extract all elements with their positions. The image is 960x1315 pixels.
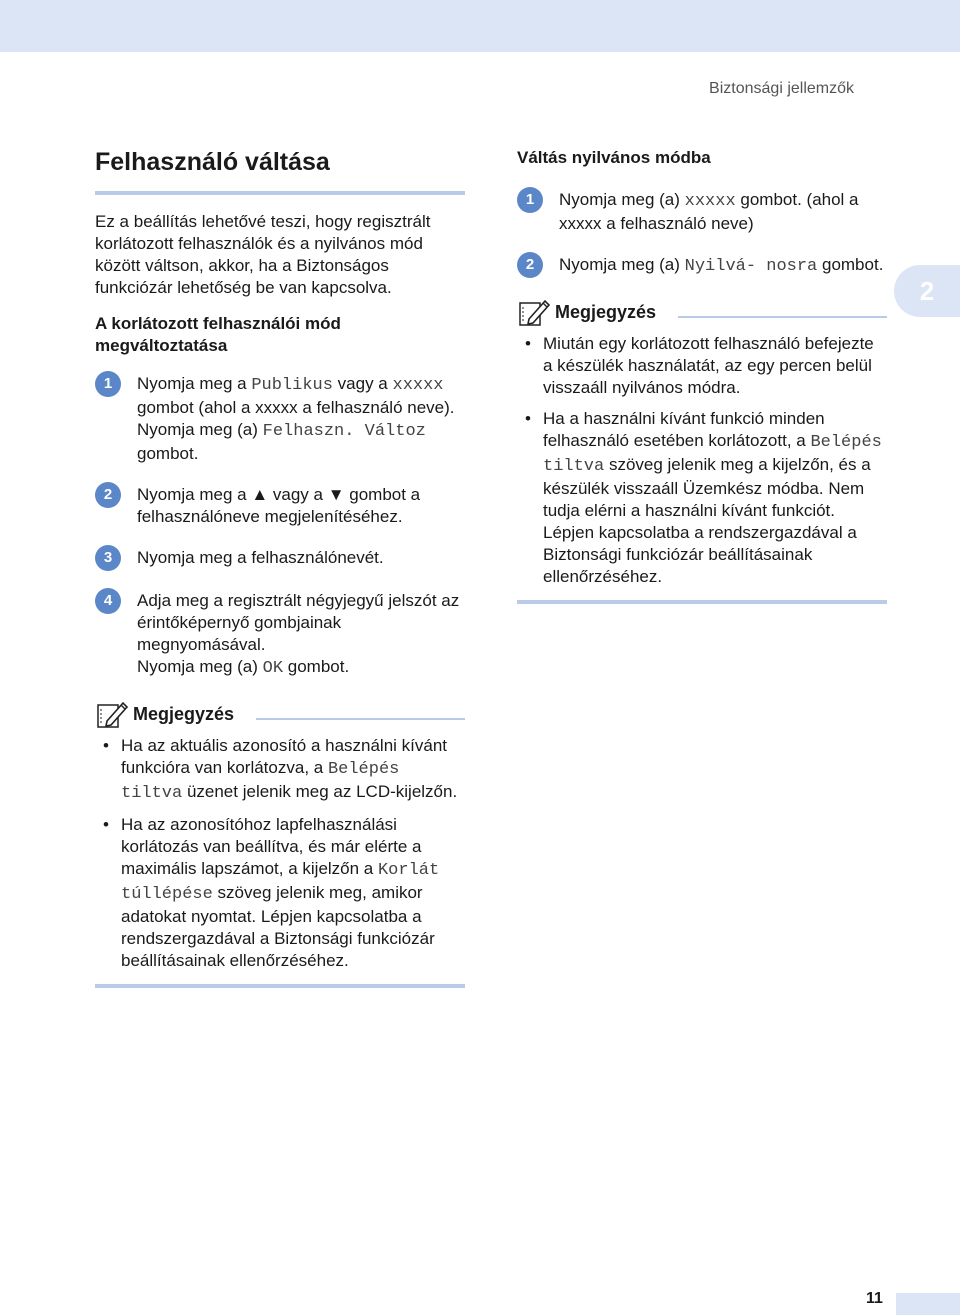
note-end-rule [517,600,887,604]
lcd-message: Belépés tiltva [543,433,882,476]
step-number-badge: 1 [517,187,543,213]
step-1 [517,189,887,235]
note-bullets [517,333,887,588]
chapter-tab: 2 [894,265,960,317]
step-number-badge: 4 [95,588,121,614]
step-text: Nyomja meg (a) Nyilvá- nosra gombot. [559,255,884,276]
note-bullet: • Ha az aktuális azonosító a használni kívánt funkcióra van korlátozva, a Belépés tiltva üzenet jelenik meg az LCD-kijelzőn. [95,735,465,805]
title-rule [95,191,465,195]
note-end-rule [95,984,465,988]
note-bullet: • Ha a használni kívánt funkció minden felhasználó esetében korlátozott, a Belépés tiltva szöveg jelenik meg a kijelzőn, és a készülék visszaáll Üzemkész módba. Nem tudja elérni a használni kívánt funkciót. Lépjen kapcsolatba a rendszergazdával a Biztonsági funkciózár beállításainak ellenőrzéséhez. [517,408,887,588]
bottom-band [896,1293,960,1315]
page-title: Felhasználó váltása [95,148,330,176]
intro-paragraph: Ez a beállítás lehetővé teszi, hogy regisztrált korlátozott felhasználók és a nyilvános mód között váltson, akkor, ha a Biztonságos funkciózár lehetőség be van kapcsolva. [95,212,431,297]
step-number-badge: 2 [517,252,543,278]
note-rule [256,718,465,720]
lcd-key: OK [262,659,284,678]
up-arrow-icon: ▲ [251,485,269,504]
lcd-key: xxxxx [392,376,444,395]
step-list [95,373,465,680]
right-column [517,142,887,604]
note-bullet: • Miután egy korlátozott felhasználó befejezte a készülék használatát, az egy percen belül visszaáll nyilvános módra. [517,333,887,399]
lcd-key: Publikus [251,376,333,395]
note-title: Megjegyzés [555,302,657,322]
note-header [95,699,465,729]
lcd-key: xxxxx [684,192,736,211]
step-text: Nyomja meg a felhasználónevét. [137,548,384,567]
step-text: Nyomja meg a Publikus vagy a xxxxx gombot (ahol a xxxxx a felhasználó neve). Nyomja meg (a) Felhaszn. Változ gombot. [137,374,455,463]
step-list [517,189,887,278]
page-number: 11 [866,1290,883,1307]
note-rule [678,316,887,318]
top-band [0,0,960,52]
step-number-badge: 2 [95,482,121,508]
note-bullet: • Ha az azonosítóhoz lapfelhasználási korlátozás van beállítva, és már elérte a maximális lapszámot, a kijelzőn a Korlát túllépése szöveg jelenik meg, amikor adatokat nyomtat. Lépjen kapcsolatba a rendszergazdával a Biztonsági funkciózár beállításainak ellenőrzéséhez. [95,814,465,972]
step-2 [95,484,465,528]
section-subheading: A korlátozott felhasználói mód megváltoztatása [95,314,341,355]
pencil-note-icon [95,699,129,729]
down-arrow-icon: ▼ [327,485,345,504]
note-box [517,297,887,604]
note-bullets [95,735,465,972]
step-1 [95,373,465,465]
section-subheading: Váltás nyilvános módba [517,148,711,167]
step-4 [95,590,465,680]
step-text: Nyomja meg (a) xxxxx gombot. (ahol a xxxxx a felhasználó neve) [559,190,859,233]
step-number-badge: 3 [95,545,121,571]
lcd-key: Nyilvá- nosra [684,257,818,276]
note-box [95,699,465,988]
note-title: Megjegyzés [133,704,235,724]
lcd-key: Felhaszn. Változ [262,422,426,441]
pencil-note-icon [517,297,551,327]
note-header [517,297,887,327]
step-text: Adja meg a regisztrált négyjegyű jelszót az érintőképernyő gombjainak megnyomásával. Nyomja meg (a) OK gombot. [137,591,460,678]
step-text: Nyomja meg a ▲ vagy a ▼ gombot a felhasználóneve megjelenítéséhez. [137,485,421,526]
left-column [95,142,465,988]
running-title: Biztonsági jellemzők [709,80,854,97]
step-2 [517,254,887,278]
step-3 [95,547,465,571]
lcd-message: Belépés tiltva [121,760,400,803]
lcd-message: Korlát túllépése [121,861,440,904]
step-number-badge: 1 [95,371,121,397]
